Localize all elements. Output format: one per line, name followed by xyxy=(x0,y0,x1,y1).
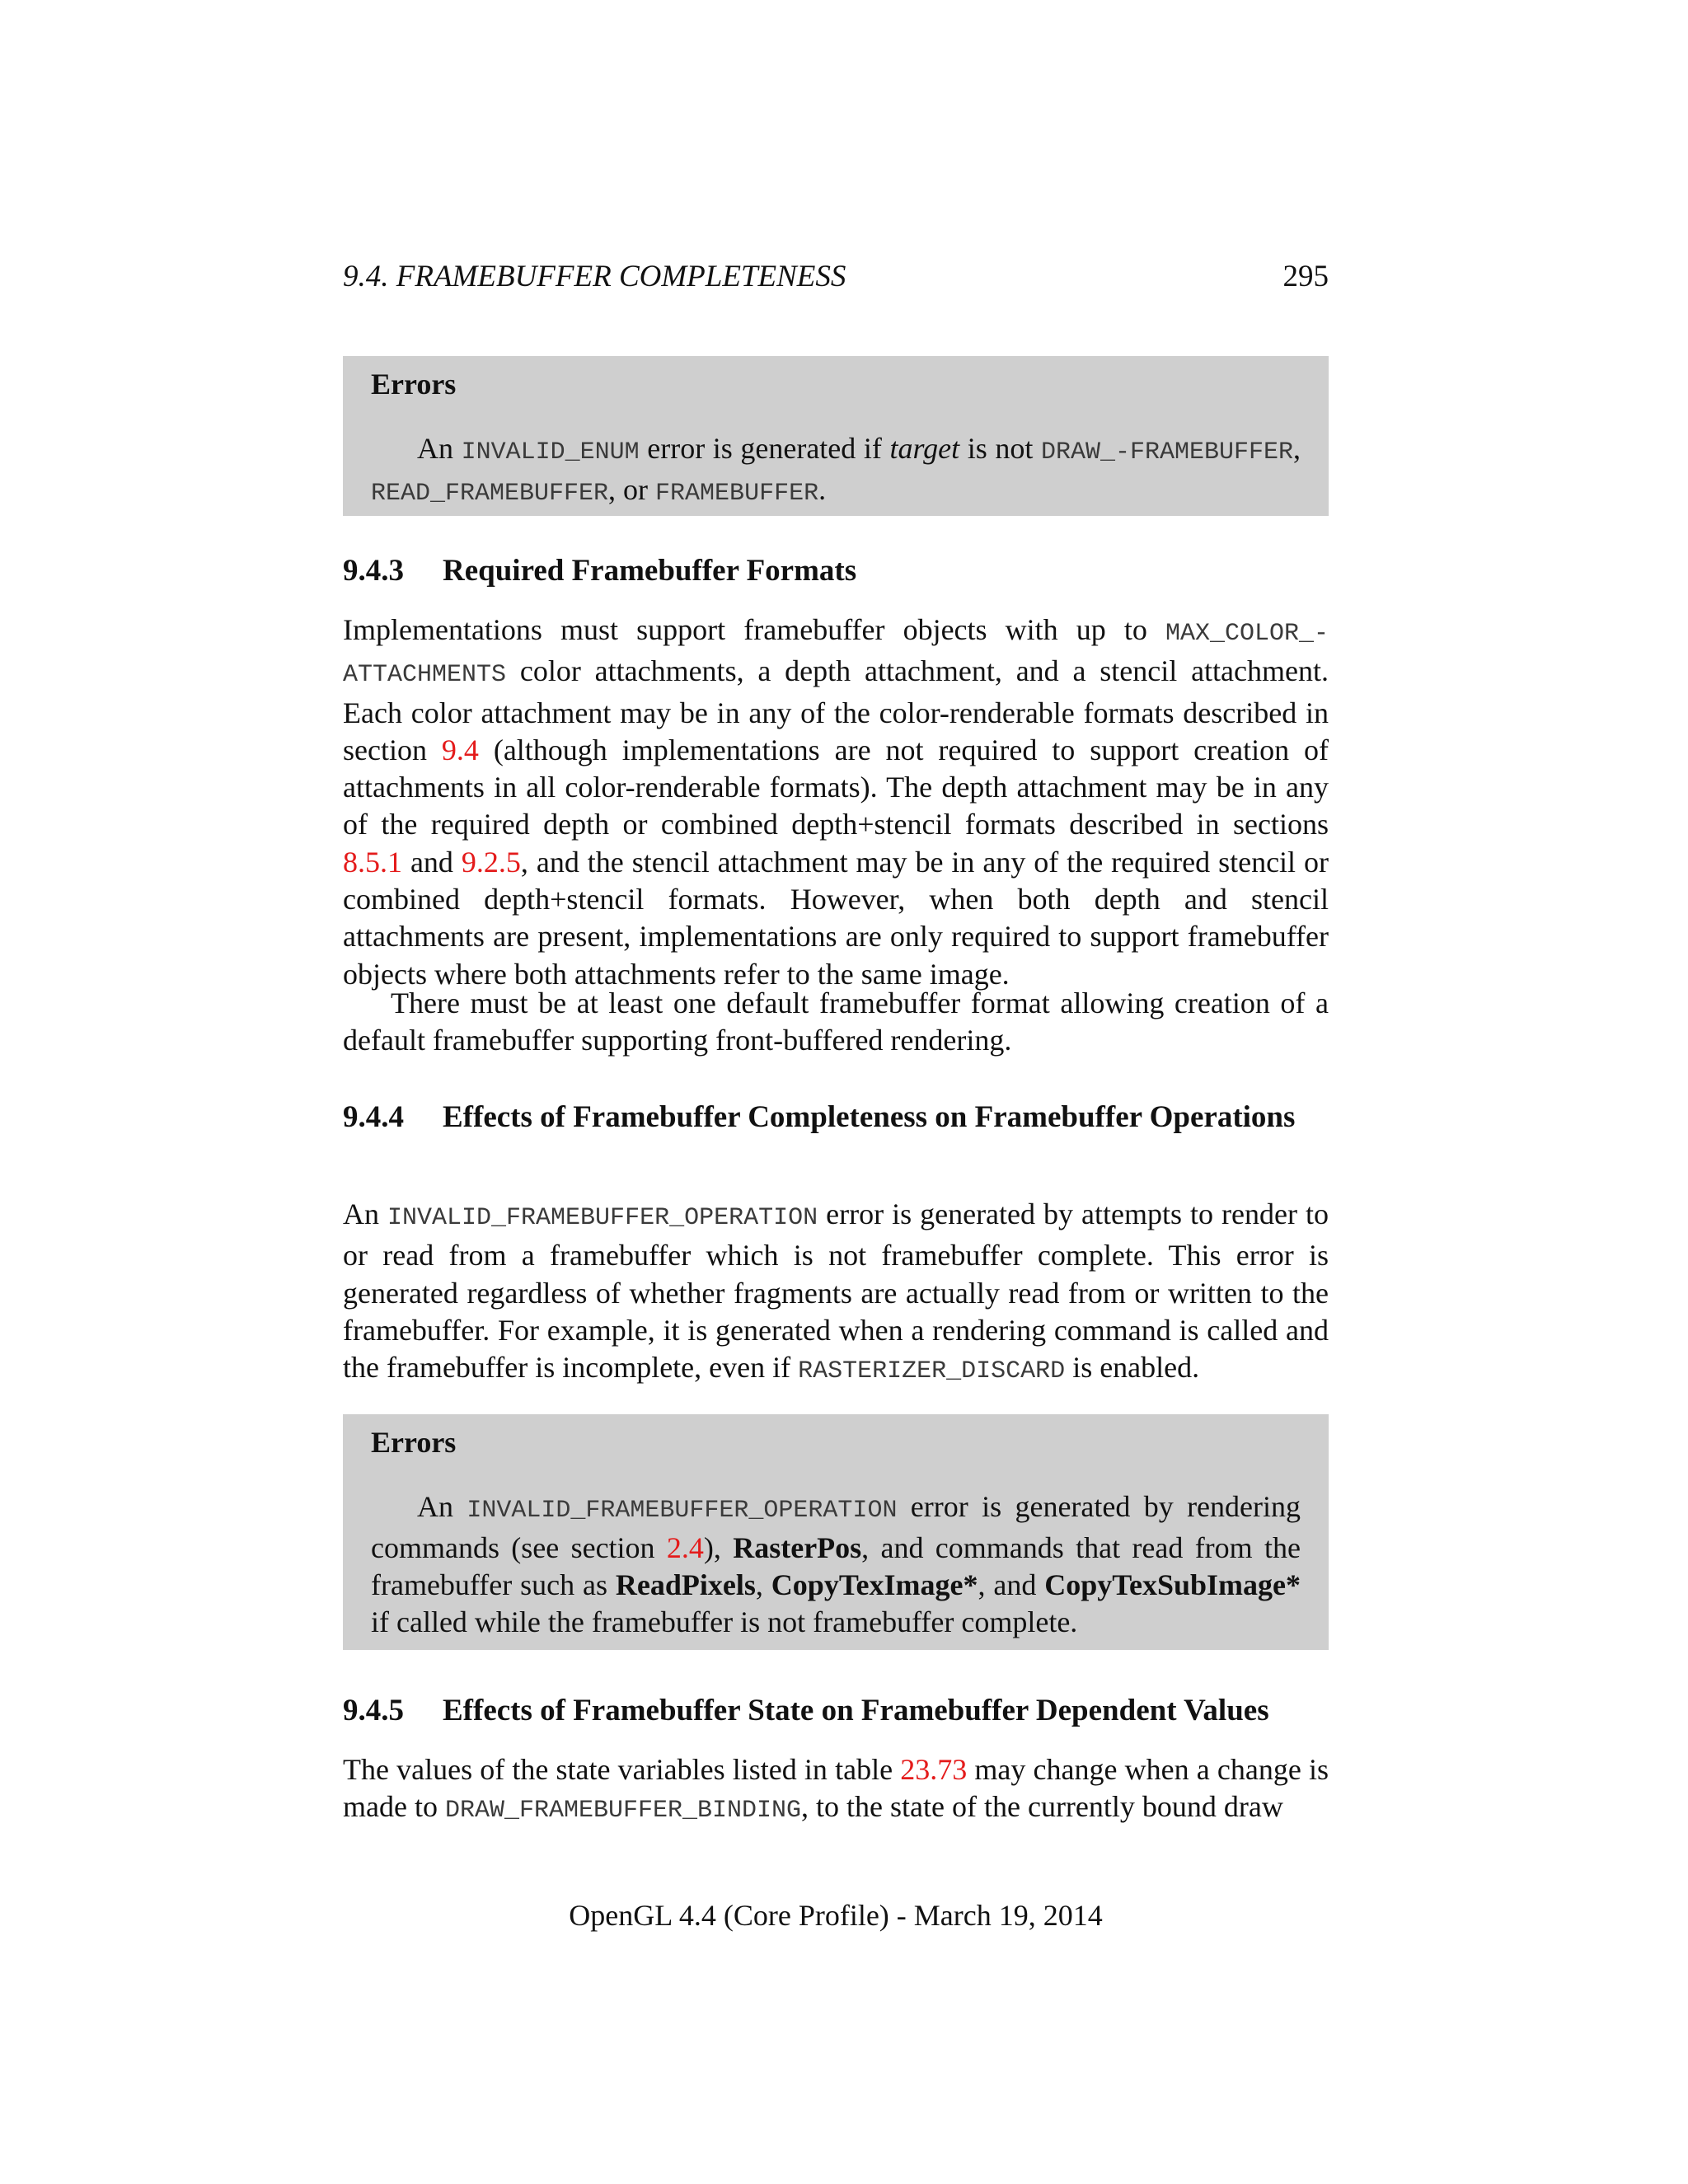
section-title: Effects of Framebuffer State on Framebuffer Dependent Values xyxy=(443,1694,1269,1727)
section-heading-9-4-4 xyxy=(343,1099,1329,1137)
errors-box-1 xyxy=(343,356,1329,516)
paragraph-9-4-3-a: Implementations must support framebuffer objects with up to MAX_COLOR_-ATTACHMENTS color attachments, a depth attachment, and a stencil attachment. Each color attachment may be in any of the color-renderable formats described in section 9.4 (although implementations are not required to support creation of attachments in all color-renderable formats). The depth attachment may be in any of the required depth or combined depth+stencil formats described in sections 8.5.1 and 9.2.5, and the stencil attachment may be in any of the required stencil or combined depth+stencil formats. However, when both depth and stencil attachments are present, implementations are only required to support framebuffer objects where both attachments refer to the same image. xyxy=(343,613,1329,991)
section-number: 9.4.3 xyxy=(343,554,404,588)
page-footer: OpenGL 4.4 (Core Profile) - March 19, 2014 xyxy=(569,1899,1103,1932)
paragraph-9-4-3-b: There must be at least one default framebuffer format allowing creation of a default framebuffer supporting front-buffered rendering. xyxy=(343,987,1329,1057)
section-heading-9-4-3 xyxy=(343,552,1329,590)
running-header xyxy=(343,257,1329,297)
header-section-title: 9.4. FRAMEBUFFER COMPLETENESS xyxy=(343,260,846,293)
errors-title-2: Errors xyxy=(371,1426,457,1459)
link-section-9-4[interactable]: 9.4 xyxy=(441,733,479,766)
link-section-9-2-5[interactable]: 9.2.5 xyxy=(461,845,521,879)
section-number: 9.4.4 xyxy=(343,1100,404,1134)
errors-box-2 xyxy=(343,1414,1329,1650)
link-section-2-4[interactable]: 2.4 xyxy=(666,1531,704,1564)
errors-title-1: Errors xyxy=(371,368,457,401)
paragraph-9-4-5: The values of the state variables listed in table 23.73 may change when a change is made to DRAW_FRAMEBUFFER_BINDING, to the state of the currently bound draw xyxy=(343,1753,1329,1825)
paragraph-9-4-4: An INVALID_FRAMEBUFFER_OPERATION error is generated by attempts to render to or read from a framebuffer which is not framebuffer complete. This error is generated regardless of whether fragments are actually read from or written to the framebuffer. For example, it is generated when a rendering command is called and the framebuffer is incomplete, even if RASTERIZER_DISCARD is enabled. xyxy=(343,1197,1329,1386)
errors-paragraph-2: An INVALID_FRAMEBUFFER_OPERATION error is generated by rendering commands (see section 2.4), RasterPos, and commands that read from the framebuffer such as ReadPixels, CopyTexImage*, and CopyTexSubImage* if called while the framebuffer is not framebuffer complete. xyxy=(371,1490,1301,1638)
page-number: 295 xyxy=(1282,260,1329,293)
document-page xyxy=(343,0,1329,2184)
errors-paragraph-1: An INVALID_ENUM error is generated if target is not DRAW_-FRAMEBUFFER, READ_FRAMEBUFFER, or FRAMEBUFFER. xyxy=(371,432,1301,508)
link-table-23-73[interactable]: 23.73 xyxy=(900,1753,968,1786)
section-title: Effects of Framebuffer Completeness on Framebuffer Operations xyxy=(443,1100,1296,1134)
section-heading-9-4-5 xyxy=(343,1692,1329,1730)
section-number: 9.4.5 xyxy=(343,1694,404,1727)
link-section-8-5-1[interactable]: 8.5.1 xyxy=(343,845,402,879)
section-title: Required Framebuffer Formats xyxy=(443,554,857,588)
